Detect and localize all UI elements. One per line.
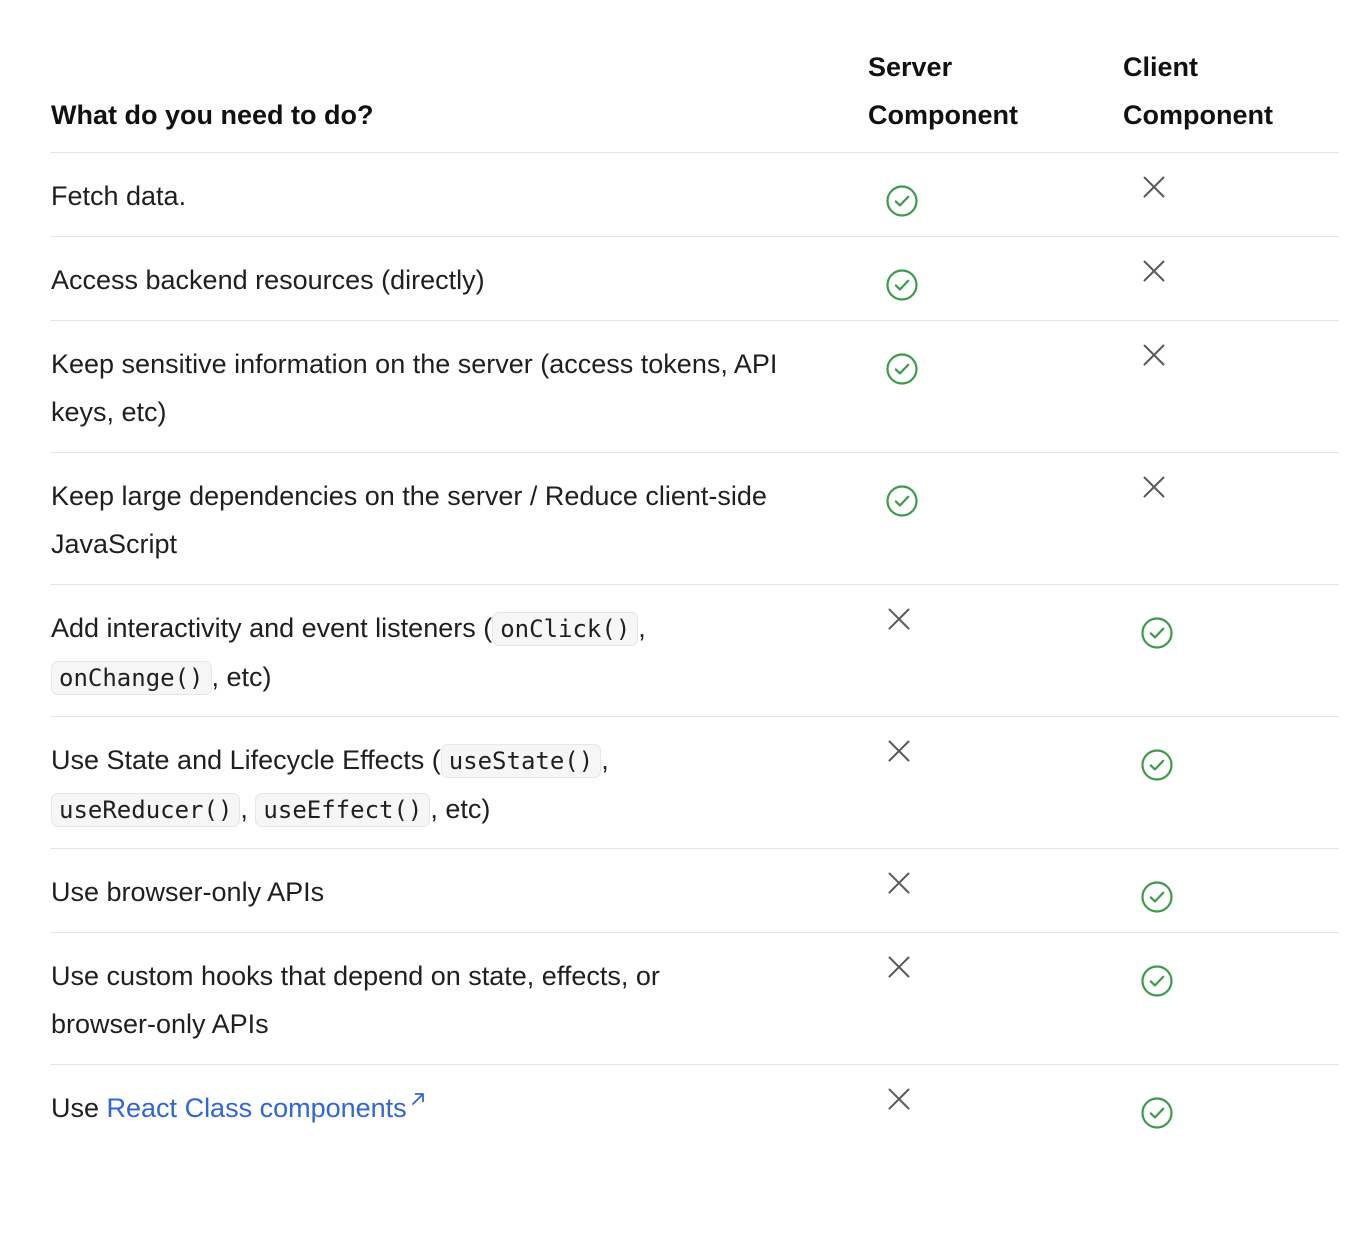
table-row — [51, 453, 1339, 585]
table-row — [51, 237, 1339, 321]
table-row — [51, 717, 1339, 849]
server-cell — [868, 453, 1123, 518]
row-task — [51, 585, 868, 702]
row-task-prefix: Use State and Lifecycle Effects ( — [51, 745, 441, 775]
comparison-table — [51, 40, 1339, 1149]
server-cell — [868, 585, 1123, 630]
table-row — [51, 321, 1339, 453]
inline-code: useReducer() — [51, 793, 240, 827]
header-client — [1123, 43, 1339, 152]
row-task — [51, 717, 868, 834]
header-client-line2: Component — [1123, 100, 1273, 130]
client-cell — [1123, 849, 1339, 914]
table-row — [51, 585, 1339, 717]
header-client-line1: Client — [1123, 52, 1199, 82]
row-task-line2: keys, etc) — [51, 397, 167, 427]
row-task-line1: Keep large dependencies on the server / Reduce client-side — [51, 481, 767, 511]
row-task-line1 — [51, 736, 858, 785]
react-class-components-link[interactable] — [107, 1093, 425, 1123]
row-task-label: Access backend resources (directly) — [51, 265, 485, 295]
client-cell — [1123, 453, 1339, 498]
separator: , — [240, 794, 248, 824]
table-header — [51, 40, 1339, 153]
row-task-line1 — [51, 604, 858, 653]
separator: , — [601, 745, 609, 775]
check-icon — [1140, 616, 1174, 650]
row-task-label: Use browser-only APIs — [51, 877, 325, 907]
header-server-line2: Component — [868, 100, 1018, 130]
x-icon — [888, 956, 910, 978]
x-icon — [1143, 260, 1165, 282]
client-cell — [1123, 585, 1339, 650]
x-icon — [1143, 176, 1165, 198]
link-label: React Class components — [106, 1093, 407, 1123]
table-row — [51, 153, 1339, 237]
external-link-icon — [411, 1092, 425, 1106]
client-cell — [1123, 717, 1339, 782]
row-task — [51, 153, 868, 220]
row-task-suffix: , etc) — [430, 794, 491, 824]
header-task-label: What do you need to do? — [51, 100, 374, 130]
check-icon — [885, 268, 919, 302]
inline-code: onClick() — [492, 612, 638, 646]
client-cell — [1123, 321, 1339, 366]
check-icon — [885, 484, 919, 518]
row-task-label: Fetch data. — [51, 181, 187, 211]
row-task-line2 — [51, 785, 858, 834]
inline-code: useState() — [441, 744, 602, 778]
inline-code: useEffect() — [255, 793, 430, 827]
row-task-line2 — [51, 653, 858, 702]
server-cell — [868, 717, 1123, 762]
check-icon — [885, 352, 919, 386]
row-task-line1: Keep sensitive information on the server (access tokens, API — [51, 349, 778, 379]
header-server-line1: Server — [868, 52, 953, 82]
header-task — [51, 91, 868, 152]
check-icon — [885, 184, 919, 218]
server-cell — [868, 933, 1123, 978]
row-task-line2: browser-only APIs — [51, 1009, 269, 1039]
x-icon — [888, 608, 910, 630]
x-icon — [1143, 476, 1165, 498]
server-cell — [868, 849, 1123, 894]
row-task — [51, 237, 868, 304]
row-task-prefix: Use — [51, 1093, 107, 1123]
row-task-suffix: , etc) — [211, 662, 272, 692]
client-cell — [1123, 153, 1339, 198]
client-cell — [1123, 933, 1339, 998]
server-cell — [868, 1065, 1123, 1110]
server-cell — [868, 321, 1123, 386]
header-server — [868, 43, 1123, 152]
x-icon — [888, 740, 910, 762]
table-row — [51, 933, 1339, 1065]
row-task — [51, 933, 868, 1048]
row-task — [51, 453, 868, 568]
row-task-line2: JavaScript — [51, 529, 178, 559]
row-task — [51, 321, 868, 436]
x-icon — [888, 1088, 910, 1110]
check-icon — [1140, 1096, 1174, 1130]
x-icon — [1143, 344, 1165, 366]
check-icon — [1140, 748, 1174, 782]
table-row — [51, 1065, 1339, 1149]
row-task-prefix: Add interactivity and event listeners ( — [51, 613, 493, 643]
server-cell — [868, 153, 1123, 218]
client-cell — [1123, 1065, 1339, 1130]
x-icon — [888, 872, 910, 894]
check-icon — [1140, 964, 1174, 998]
check-icon — [1140, 880, 1174, 914]
inline-code: onChange() — [51, 661, 212, 695]
table-row — [51, 849, 1339, 933]
row-task — [51, 849, 868, 916]
client-cell — [1123, 237, 1339, 282]
row-task — [51, 1065, 868, 1132]
separator: , — [638, 613, 646, 643]
row-task-line1: Use custom hooks that depend on state, effects, or — [51, 961, 660, 991]
server-cell — [868, 237, 1123, 302]
